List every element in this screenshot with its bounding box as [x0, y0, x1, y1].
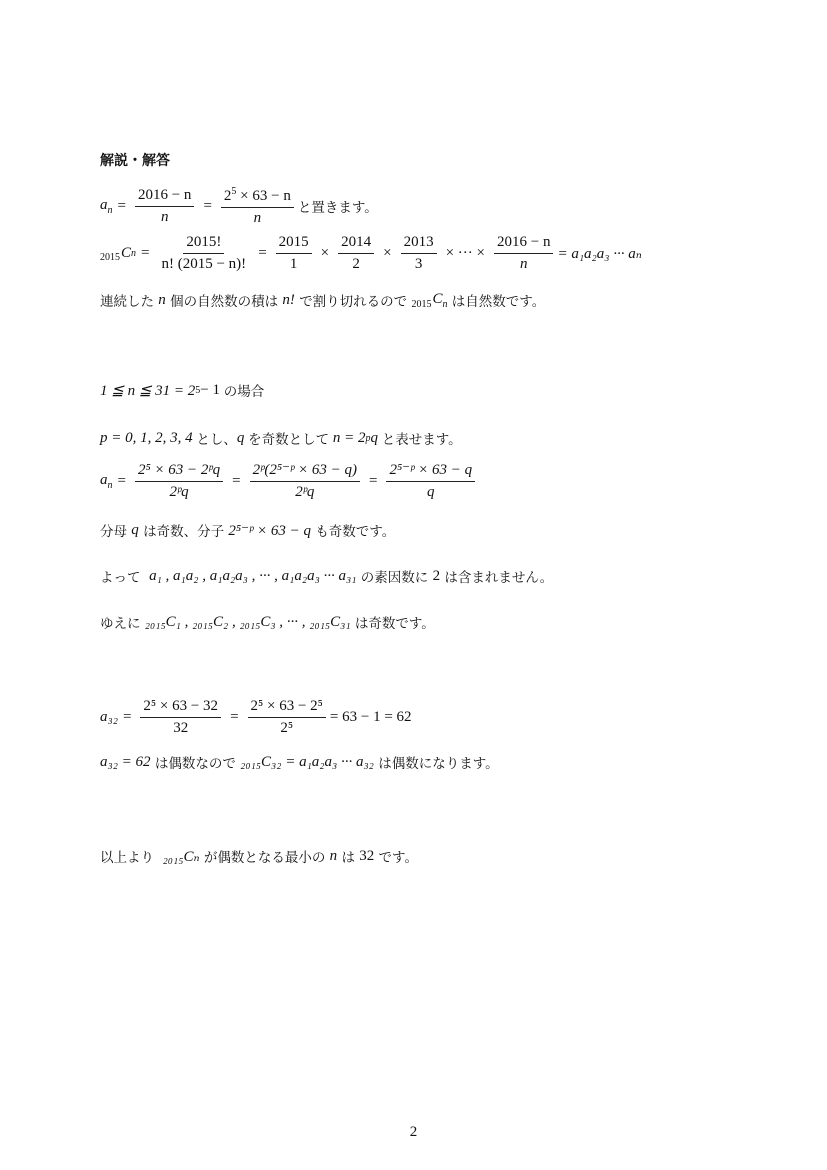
page-number: 2: [409, 1124, 418, 1140]
binomial-expansion: 2015 C n = $\frac{2015!}{n! (2015 - n)!}$ = $\frac{2015}{1}$ × $\frac{2014}{2}$ × $\frac{2013}{3}$ × ··· × $\frac{2016 - n}{n}$ = a₁a₂a₃ ··· aₙ: [100, 234, 642, 272]
a32-even-statement: a₃₂ = 62 は偶数なので ₂₀₁₅C₃₂ = a₁a₂a₃ ··· a₃₂ は偶数になります。: [100, 753, 499, 772]
a32-computation: a₃₂ = $\frac{\text{2⁵ × 63 − 32}}{32}$ = $\frac{\text{2⁵ × 63 − 2⁵}}{\text{2⁵}}$ = 63 − 1 = 62: [100, 698, 412, 736]
fraction: $\frac{2016 - n}{n}$: [135, 187, 194, 225]
final-conclusion: 以上より ₂₀₁₅Cₙ が偶数となる最小の n は 32 です。: [100, 847, 418, 866]
case1-an-formula: $a_n$ = $\frac{\text{2⁵ × 63 − 2ᵖq}}{\text{2ᵖq}}$ = $\frac{\text{2ᵖ(2⁵⁻ᵖ × 63 − q)}}{\text{2ᵖq}}$ = $\frac{\text{2⁵⁻ᵖ × 63 − q}}{q}$: [100, 462, 479, 500]
case1-condition: 1 ≦ n ≦ 31 = 2 5 − 1 の場合: [100, 381, 265, 400]
case1-parity: 分母 q は奇数、分子 2⁵⁻ᵖ × 63 − q も奇数です。: [100, 521, 396, 540]
an-symbol: $a_n$: [100, 196, 113, 216]
fraction: $\frac{2^5 \times 63 - n}{n}$: [221, 186, 294, 226]
definition-an: $a_n$ = $\frac{2016 - n}{n}$ = $\frac{2^5 \times 63 - n}{n}$ と置きます。: [100, 186, 378, 226]
natural-number-statement: 連続した n 個の自然数の積は n! で割り切れるので $_{2015}C_n$ は自然数です。: [100, 290, 546, 310]
case1-odd-conclusion: ゆえに ₂₀₁₅C₁ , ₂₀₁₅C₂ , ₂₀₁₅C₃ , ··· , ₂₀₁₅C₃₁ は奇数です。: [100, 613, 435, 632]
case1-decomposition: p = 0, 1, 2, 3, 4 とし、 q を奇数として n = 2 p q と表せます。: [100, 429, 462, 448]
case1-prime-factors: よって a₁ , a₁a₂ , a₁a₂a₃ , ··· , a₁a₂a₃ ··· a₃₁ の素因数に 2 は含まれません。: [100, 567, 554, 586]
section-heading: 解説・解答: [100, 153, 170, 169]
